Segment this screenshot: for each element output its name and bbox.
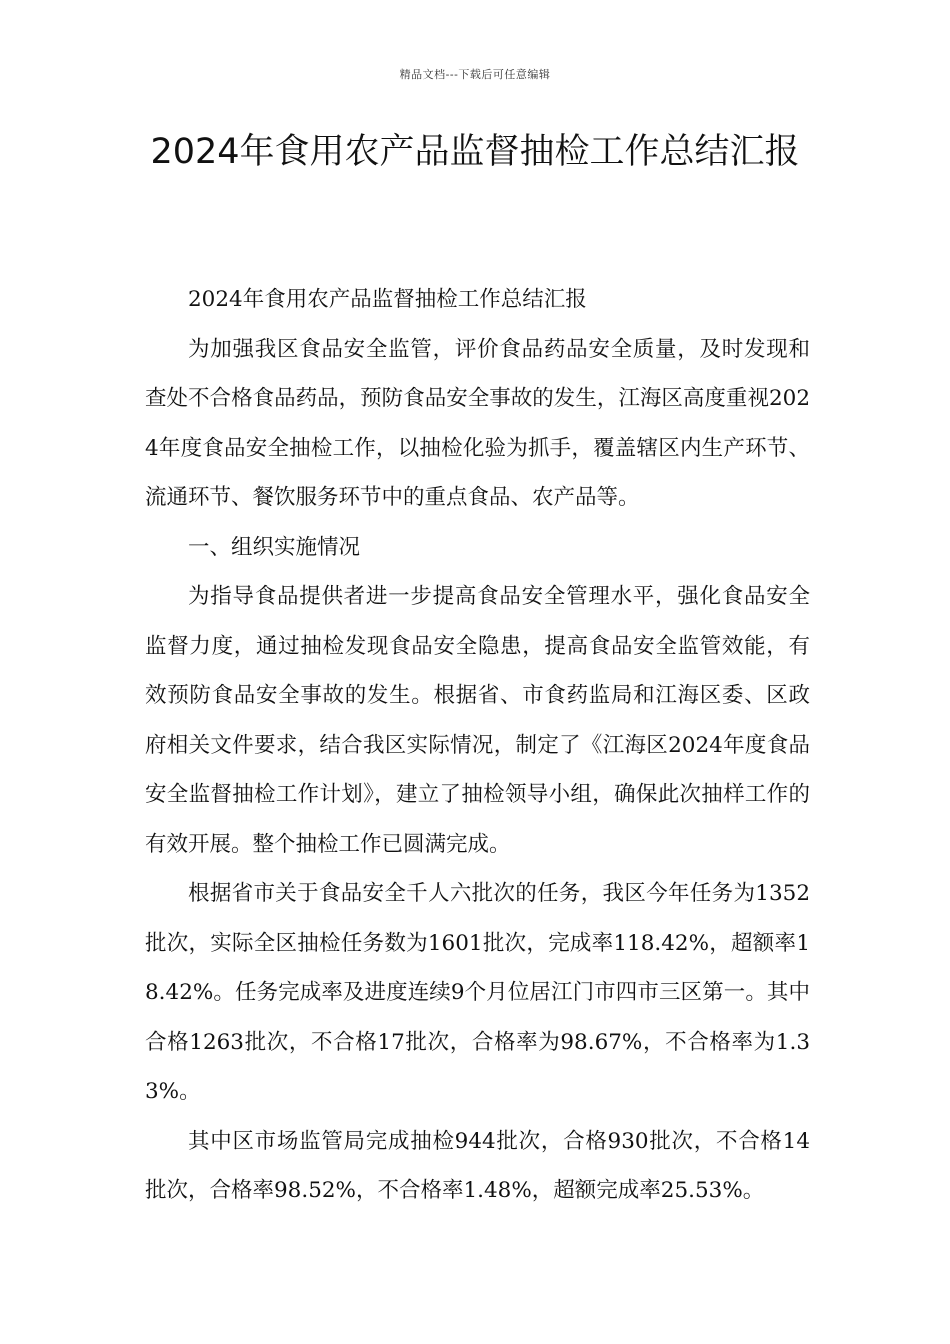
section-heading: 一、组织实施情况 xyxy=(188,534,361,560)
header-note: 精品文档---下载后可任意编辑 xyxy=(399,68,551,81)
paragraph-subtitle: 2024年食用农产品监督抽检工作总结汇报 xyxy=(188,287,587,312)
paragraph-task-stats: 根据省市关于食品安全千人六批次的任务，我区今年任务为1352批次，实际全区抽检任务数为1601批次，完成率118.42%，超额率18.42%。任务完成率及进度连续9个月位居江门市四市三区第一。其中合格1263批次，不合格17批次，合格率为98.67%，不合格率为1.33%。 xyxy=(145,881,810,1104)
paragraph-bureau-stats: 其中区市场监管局完成抽检944批次，合格930批次，不合格14批次，合格率98.52%，不合格率1.48%，超额完成率25.53%。 xyxy=(145,1128,810,1203)
paragraph-intro: 为加强我区食品安全监管，评价食品药品安全质量，及时发现和查处不合格食品药品，预防食品安全事故的发生，江海区高度重视2024年度食品安全抽检工作，以抽检化验为抓手，覆盖辖区内生产环节、流通环节、餐饮服务环节中的重点食品、农产品等。 xyxy=(145,336,810,510)
paragraph-organization: 为指导食品提供者进一步提高食品安全管理水平，强化食品安全监督力度，通过抽检发现食品安全隐患，提高食品安全监管效能，有效预防食品安全事故的发生。根据省、市食药监局和江海区委、区政府相关文件要求，结合我区实际情况，制定了《江海区2024年度食品安全监督抽检工作计划》，建立了抽检领导小组，确保此次抽样工作的有效开展。整个抽检工作已圆满完成。 xyxy=(145,584,810,857)
document-title: 2024年食用农产品监督抽检工作总结汇报 xyxy=(150,132,800,172)
document-body xyxy=(145,275,810,1216)
